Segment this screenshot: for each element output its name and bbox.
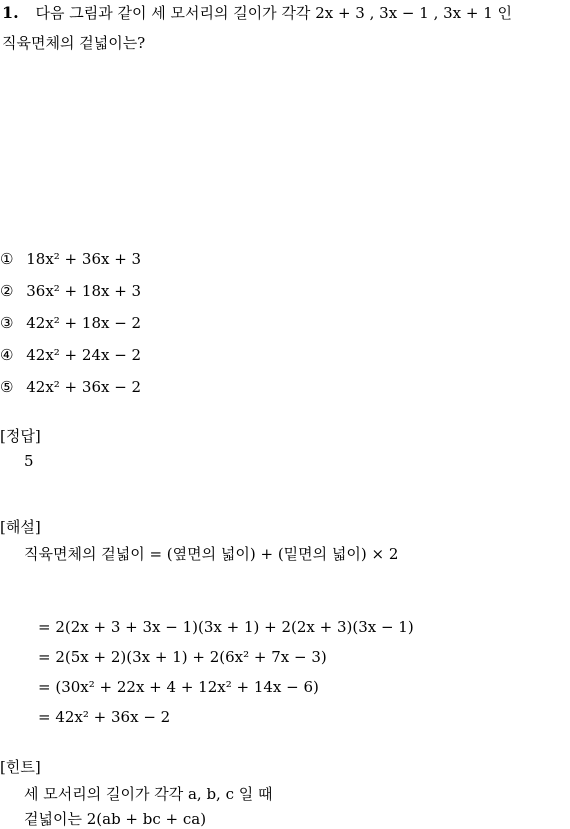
explanation-step-4: = 42x² + 36x − 2 bbox=[38, 708, 171, 726]
choice-text-2: 36x² + 18x + 3 bbox=[26, 282, 142, 300]
hint-line-2: 겉넓이는 2(ab + bc + ca) bbox=[24, 810, 207, 828]
choice-mark-3: ③ bbox=[0, 314, 14, 332]
choice-4[interactable] bbox=[0, 346, 141, 364]
choice-mark-1: ① bbox=[0, 250, 14, 268]
choice-text-3: 42x² + 18x − 2 bbox=[26, 314, 142, 332]
choice-mark-5: ⑤ bbox=[0, 378, 14, 396]
explanation-intro: 직육면체의 겉넓이 = (옆면의 넓이) + (밑면의 넓이) × 2 bbox=[24, 545, 399, 563]
question-text-line-2: 직육면체의 겉넓이는? bbox=[2, 34, 146, 52]
hint-line-1: 세 모서리의 길이가 각각 a, b, c 일 때 bbox=[24, 785, 273, 803]
question-text-line-1: 다음 그림과 같이 세 모서리의 길이가 각각 2x + 3 , 3x − 1 , 3x + 1 인 bbox=[35, 4, 513, 22]
choice-3[interactable] bbox=[0, 314, 141, 332]
figure-placeholder bbox=[2, 60, 562, 240]
choice-text-4: 42x² + 24x − 2 bbox=[26, 346, 142, 364]
explanation-step-2: = 2(5x + 2)(3x + 1) + 2(6x² + 7x − 3) bbox=[38, 648, 327, 666]
choice-5[interactable] bbox=[0, 378, 141, 396]
answer-label: [정답] bbox=[0, 427, 41, 445]
question-number: 1. bbox=[2, 3, 19, 22]
choice-1[interactable] bbox=[0, 250, 141, 268]
explanation-label: [해설] bbox=[0, 518, 41, 536]
hint-label: [힌트] bbox=[0, 758, 41, 776]
question-line-2 bbox=[2, 32, 145, 53]
explanation-step-3: = (30x² + 22x + 4 + 12x² + 14x − 6) bbox=[38, 678, 319, 696]
explanation-step-1: = 2(2x + 3 + 3x − 1)(3x + 1) + 2(2x + 3)(3x − 1) bbox=[38, 618, 414, 636]
choice-mark-2: ② bbox=[0, 282, 14, 300]
question-line-1 bbox=[2, 2, 512, 23]
choice-text-1: 18x² + 36x + 3 bbox=[26, 250, 142, 268]
choice-text-5: 42x² + 36x − 2 bbox=[26, 378, 142, 396]
choice-2[interactable] bbox=[0, 282, 141, 300]
answer-value: 5 bbox=[24, 452, 34, 470]
choice-mark-4: ④ bbox=[0, 346, 14, 364]
